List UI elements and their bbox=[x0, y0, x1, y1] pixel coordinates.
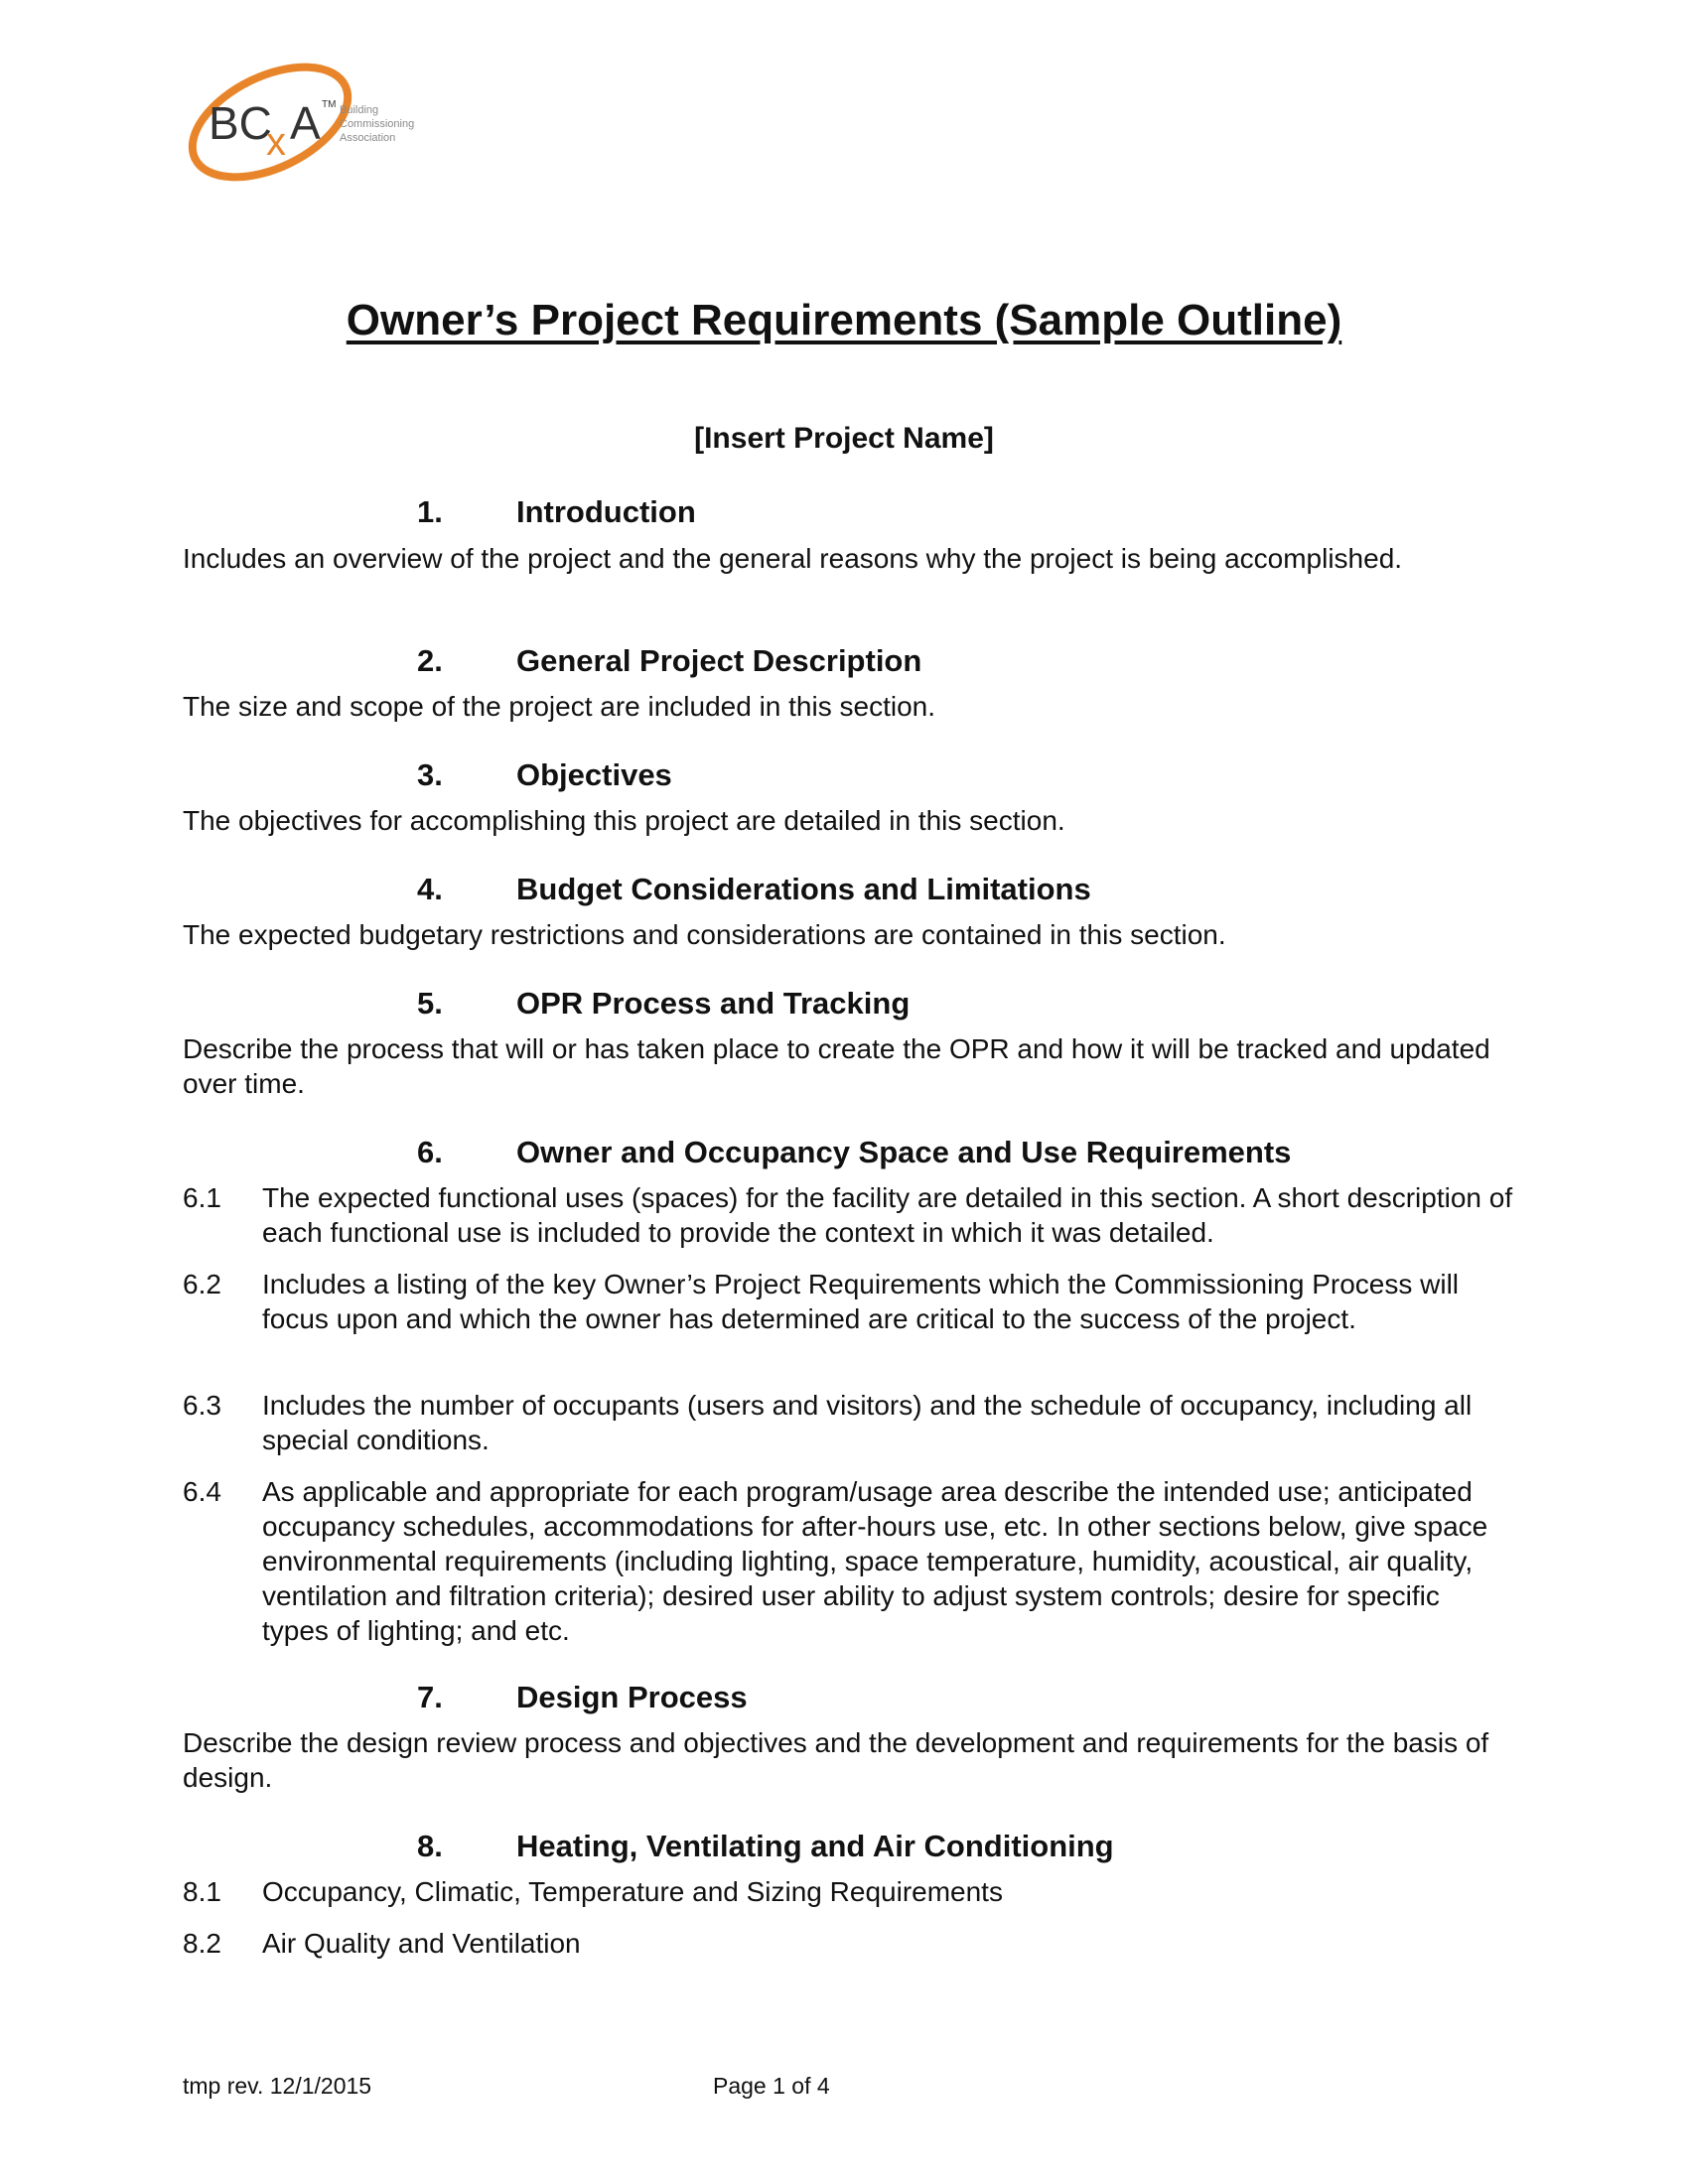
logo-mark-bc: BC bbox=[209, 97, 272, 149]
footer-page-number: Page 1 of 4 bbox=[713, 2073, 830, 2099]
section-body-5: Describe the process that will or has taken place to create the OPR and how it will be tracked and updated over time. bbox=[183, 1033, 1490, 1099]
project-name-placeholder: [Insert Project Name] bbox=[694, 422, 994, 455]
section-number: 1. bbox=[417, 494, 443, 529]
section-number: 4. bbox=[417, 872, 443, 906]
section-title: OPR Process and Tracking bbox=[516, 986, 911, 1021]
section-body-2: The size and scope of the project are included in this section. bbox=[183, 691, 935, 722]
section-body-3: The objectives for accomplishing this project are detailed in this section. bbox=[183, 805, 1065, 836]
list-item-number: 8.2 bbox=[183, 1928, 221, 1959]
section-body-1: Includes an overview of the project and the general reasons why the project is being accomplished. bbox=[183, 543, 1403, 574]
list-item-number: 6.2 bbox=[183, 1269, 221, 1299]
section-number: 2. bbox=[417, 643, 443, 678]
section-number: 5. bbox=[417, 986, 443, 1021]
section-title: Objectives bbox=[516, 757, 672, 792]
list-item-text: The expected functional uses (spaces) for the facility are detailed in this section. A short description of each functional use is included to provide the context in which it was detailed. bbox=[262, 1182, 1513, 1248]
logo-mark-a: A bbox=[290, 97, 321, 149]
list-item-text: Occupancy, Climatic, Temperature and Sizing Requirements bbox=[262, 1876, 1003, 1907]
section-title: Design Process bbox=[516, 1680, 748, 1714]
section-title: Owner and Occupancy Space and Use Requirements bbox=[516, 1135, 1292, 1169]
section-number: 6. bbox=[417, 1135, 443, 1169]
logo-org-line-3: Association bbox=[340, 132, 396, 144]
logo-org-line-2: Commissioning bbox=[340, 118, 415, 130]
footer-revision: tmp rev. 12/1/2015 bbox=[183, 2073, 372, 2099]
list-item-number: 6.1 bbox=[183, 1182, 221, 1213]
list-item-number: 8.1 bbox=[183, 1876, 221, 1907]
logo-org-line-1: Building bbox=[340, 104, 379, 116]
logo-tm: TM bbox=[322, 99, 337, 110]
section-number: 8. bbox=[417, 1829, 443, 1863]
section-body-7: Describe the design review process and objectives and the development and requirements for the basis of design. bbox=[183, 1727, 1489, 1793]
document-title: Owner’s Project Requirements (Sample Outline) bbox=[346, 296, 1342, 344]
section-number: 3. bbox=[417, 757, 443, 792]
list-item-number: 6.3 bbox=[183, 1390, 221, 1421]
bcxa-logo bbox=[179, 58, 437, 187]
section-title: Budget Considerations and Limitations bbox=[516, 872, 1091, 906]
list-item-text: Includes the number of occupants (users and visitors) and the schedule of occupancy, including all special conditions. bbox=[262, 1390, 1473, 1455]
section-title: General Project Description bbox=[516, 643, 922, 678]
logo-mark-x: x bbox=[266, 120, 286, 164]
section-number: 7. bbox=[417, 1680, 443, 1714]
section-title: Introduction bbox=[516, 494, 696, 529]
list-item-text: As applicable and appropriate for each program/usage area describe the intended use; anticipated occupancy schedules, accommodations for after-hours use, etc. In other sections below, give space environmental requirements (including lighting, space temperature, humidity, acoustical, air quality, ventilation and filtration criteria); desired user ability to adjust system controls; desire for specific types of lighting; and etc. bbox=[262, 1476, 1488, 1646]
list-item-number: 6.4 bbox=[183, 1476, 221, 1507]
section-title: Heating, Ventilating and Air Conditioning bbox=[516, 1829, 1114, 1863]
list-item-text: Air Quality and Ventilation bbox=[262, 1928, 581, 1959]
section-body-4: The expected budgetary restrictions and considerations are contained in this section. bbox=[183, 919, 1226, 950]
list-item-text: Includes a listing of the key Owner’s Project Requirements which the Commissioning Process will focus upon and which the owner has determined are critical to the success of the project. bbox=[262, 1269, 1460, 1334]
